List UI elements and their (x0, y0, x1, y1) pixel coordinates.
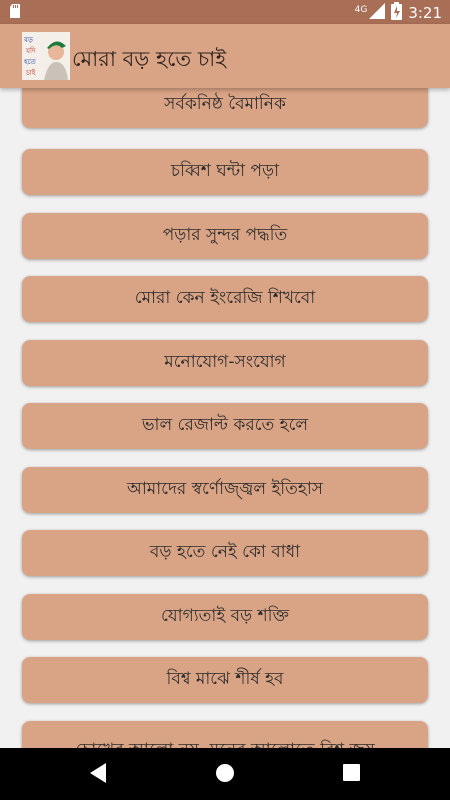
topic-list[interactable] (0, 88, 450, 748)
status-bar (0, 0, 450, 24)
svg-text:চাই: চাই (26, 69, 36, 77)
list-item-2[interactable]: পড়ার সুন্দর পদ্ধতি (22, 213, 428, 259)
app-title: মোরা বড় হতে চাই (72, 47, 227, 71)
back-icon[interactable] (88, 762, 108, 788)
list-item-7[interactable]: বড় হতে নেই কো বাধা (22, 530, 428, 576)
svg-text:বড়: বড় (24, 36, 33, 44)
clock: 3:21 (408, 4, 442, 22)
home-icon[interactable] (215, 763, 235, 787)
svg-text:যদি: যদি (26, 47, 36, 55)
list-item-5[interactable]: ভাল রেজাল্ট করতে হলে (22, 403, 428, 449)
list-item-1[interactable]: চব্বিশ ঘন্টা পড়া (22, 149, 428, 195)
recents-icon[interactable] (343, 764, 360, 785)
sd-card-icon (10, 4, 22, 22)
list-item-6[interactable]: আমাদের স্বর্ণোজ্জ্বল ইতিহাস (22, 467, 428, 513)
list-item-0[interactable]: সর্বকনিষ্ঠ বৈমানিক (22, 82, 428, 128)
list-item-8[interactable]: যোগ্যতাই বড় শক্তি (22, 594, 428, 640)
list-item-9[interactable]: বিশ্ব মাঝে শীর্ষ হব (22, 657, 428, 703)
navigation-bar (0, 748, 450, 800)
list-item-4[interactable]: মনোযোগ-সংযোগ (22, 340, 428, 386)
battery-charging-icon (391, 2, 402, 24)
app-bar (0, 24, 450, 88)
svg-text:হতে: হতে (24, 58, 36, 66)
list-item-3[interactable]: মোরা কেন ইংরেজি শিখবো (22, 276, 428, 322)
network-type-label: 4G (354, 5, 368, 15)
signal-icon (369, 3, 385, 23)
app-logo (22, 32, 70, 80)
